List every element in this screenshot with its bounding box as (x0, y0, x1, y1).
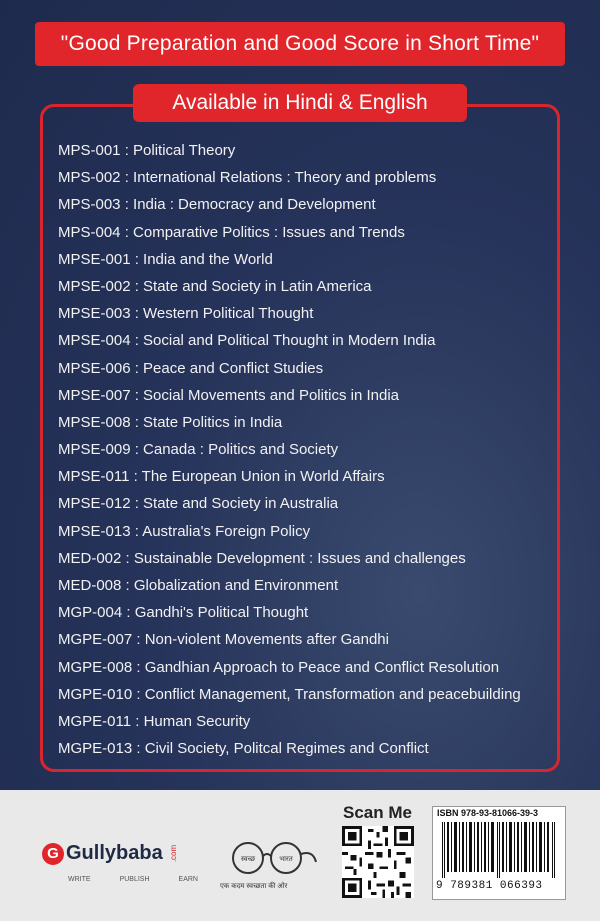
course-list (58, 137, 521, 762)
bharat-word: भारत (279, 856, 293, 863)
list-item: MED-008 : Globalization and Environment (58, 577, 339, 594)
list-item: MPSE-003 : Western Political Thought (58, 305, 314, 323)
list-item: MPSE-002 : State and Society in Latin America (58, 277, 372, 295)
barcode-icon (440, 822, 558, 878)
list-item: MPSE-008 : State Politics in India (58, 413, 283, 431)
list-item: MGPE-007 : Non-violent Movements after Gandhi (58, 631, 389, 649)
brand-suffix: .com (168, 844, 178, 863)
list-item: MPS-001 : Political Theory (58, 142, 236, 159)
brand-tagline: PUBLISH (119, 876, 150, 883)
swachh-word: स्वच्छ (240, 856, 256, 863)
list-item: MGPE-010 : Conflict Management, Transformation and peacebuilding (58, 685, 521, 703)
tagline-banner: "Good Preparation and Good Score in Short Time" (35, 22, 565, 66)
list-item: MGPE-011 : Human Security (58, 712, 251, 730)
swachh-caption: एक कदम स्वच्छता की ओर (220, 883, 288, 890)
list-item: MPS-004 : Comparative Politics : Issues and Trends (58, 223, 405, 241)
brand-name: Gullybaba (66, 842, 163, 864)
list-item: MGP-004 : Gandhi's Political Thought (58, 604, 309, 622)
list-item: MPSE-012 : State and Society in Australia (58, 495, 339, 513)
availability-banner: Available in Hindi & English (133, 84, 467, 122)
list-item: MPSE-009 : Canada : Politics and Society (58, 441, 339, 459)
list-item: MPSE-011 : The European Union in World Affairs (58, 468, 385, 486)
brand-taglines (68, 876, 198, 883)
brand-tagline: EARN (178, 876, 198, 883)
list-item: MPSE-007 : Social Movements and Politics in India (58, 386, 399, 404)
scan-me-label: Scan Me (343, 803, 412, 822)
list-item: MGPE-008 : Gandhian Approach to Peace and Conflict Resolution (58, 658, 500, 676)
list-item: MGPE-013 : Civil Society, Politcal Regimes and Conflict (58, 740, 429, 758)
list-item: MPSE-006 : Peace and Conflict Studies (58, 359, 324, 377)
list-item: MPSE-004 : Social and Political Thought in Modern India (58, 332, 436, 350)
barcode-digits: 9 789381 066393 (436, 880, 543, 892)
brand-tagline: WRITE (68, 876, 91, 883)
list-item: MPSE-013 : Australia's Foreign Policy (58, 522, 311, 540)
list-item: MPSE-001 : India and the World (58, 250, 273, 268)
isbn-number: ISBN 978-93-81066-39-3 (437, 808, 539, 818)
list-item: MED-002 : Sustainable Development : Issues and challenges (58, 549, 466, 567)
list-item: MPS-003 : India : Democracy and Development (58, 196, 376, 214)
list-item: MPS-002 : International Relations : Theory and problems (58, 169, 437, 187)
qr-code-icon[interactable] (342, 826, 414, 898)
gullybaba-logo-icon (42, 842, 182, 865)
logo-g-mark: G (42, 843, 64, 865)
